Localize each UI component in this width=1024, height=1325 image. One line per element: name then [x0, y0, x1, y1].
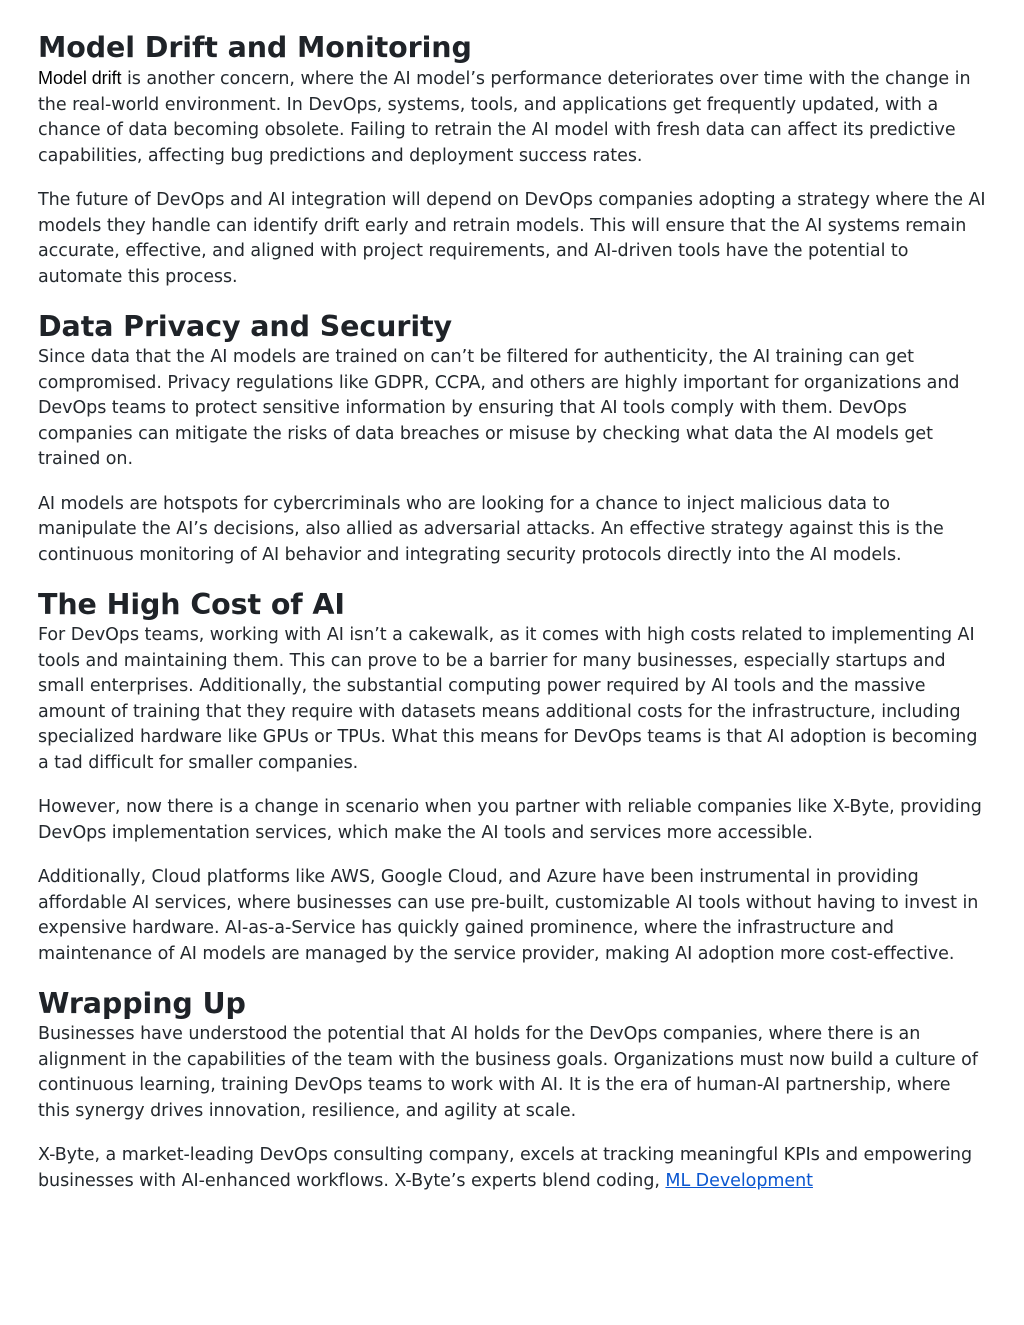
paragraph: For DevOps teams, working with AI isn’t a cakewalk, as it comes with high costs related to implementing AI tools and maintaining them. This can prove to be a barrier for many businesses, especially startups and small enterprises. Additionally, the substantial computing power required by AI tools and the massive amount of training that they require with datasets means additional costs for the infrastructure, including specialized hardware like GPUs or TPUs. What this means for DevOps teams is that AI adoption is becoming a tad difficult for smaller companies. — [38, 625, 978, 773]
section-high-cost — [38, 587, 986, 967]
section-model-drift — [38, 30, 986, 290]
paragraph: Additionally, Cloud platforms like AWS, Google Cloud, and Azure have been instrumental in providing affordable AI services, where businesses can use pre-built, customizable AI tools without having to invest in expensive hardware. AI-as-a-Service has quickly gained prominence, where the infrastructure and maintenance of AI models are managed by the service provider, making AI adoption more cost-effective. — [38, 867, 979, 964]
paragraph — [38, 1143, 986, 1194]
paragraph: AI models are hotspots for cybercriminals who are looking for a chance to inject malicious data to manipulate the AI’s decisions, also allied as adversarial attacks. An effective strategy against this is the continuous monitoring of AI behavior and integrating security protocols directly into the AI models. — [38, 493, 944, 565]
paragraph — [38, 66, 986, 169]
paragraph: Since data that the AI models are trained on can’t be filtered for authenticity, the AI training can get compromised. Privacy regulations like GDPR, CCPA, and others are highly important for organizations and DevOps teams to protect sensitive information by ensuring that AI tools comply with them. DevOps companies can mitigate the risks of data breaches or misuse by checking what data the AI models get trained on. — [38, 347, 960, 469]
paragraph: However, now there is a change in scenario when you partner with reliable companies like X-Byte, providing DevOps implementation services, which make the AI tools and services more accessible. — [38, 797, 982, 843]
section-wrapping-up — [38, 986, 986, 1194]
heading-data-privacy: Data Privacy and Security — [38, 310, 452, 343]
term-model-drift: Model drift — [38, 68, 122, 88]
paragraph-text: X-Byte, a market-leading DevOps consulting company, excels at tracking meaningful KPIs and empowering businesses with AI-enhanced workflows. X-Byte’s experts blend coding, — [38, 1145, 973, 1191]
section-data-privacy — [38, 309, 986, 568]
paragraph: Businesses have understood the potential that AI holds for the DevOps companies, where there is an alignment in the capabilities of the team with the business goals. Organizations must now build a culture of continuous learning, training DevOps teams to work with AI. It is the era of human-AI partnership, where this synergy drives innovation, resilience, and agility at scale. — [38, 1024, 978, 1121]
paragraph: The future of DevOps and AI integration will depend on DevOps companies adopting a strategy where the AI models they handle can identify drift early and retrain models. This will ensure that the AI systems remain accurate, effective, and aligned with project requirements, and AI-driven tools have the potential to automate this process. — [38, 190, 986, 287]
heading-model-drift: Model Drift and Monitoring — [38, 31, 472, 64]
heading-wrapping-up: Wrapping Up — [38, 987, 246, 1020]
heading-high-cost: The High Cost of AI — [38, 588, 345, 621]
ml-development-link[interactable]: ML Development — [665, 1170, 813, 1191]
paragraph-text: is another concern, where the AI model’s performance deteriorates over time with the change in the real-world environment. In DevOps, systems, tools, and applications get frequently updated, with a chance of data becoming obsolete. Failing to retrain the AI model with fresh data can affect its predictive capabilities, affecting bug predictions and deployment success rates. — [38, 69, 971, 166]
